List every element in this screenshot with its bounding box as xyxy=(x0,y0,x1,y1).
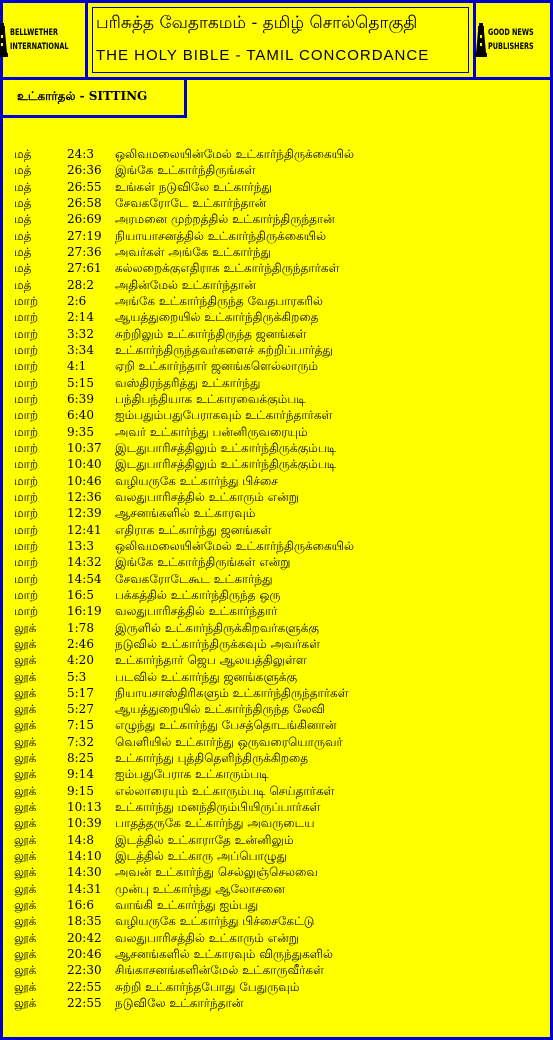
book-abbrev: மாற் xyxy=(14,391,39,406)
concordance-row xyxy=(0,685,553,701)
concordance-row xyxy=(0,587,553,603)
book-abbrev: லூக் xyxy=(14,865,37,880)
verse-reference: 12:36 xyxy=(67,489,102,504)
concordance-row xyxy=(0,717,553,733)
verse-reference: 14:32 xyxy=(67,555,102,570)
verse-reference: 6:40 xyxy=(67,408,94,423)
verse-excerpt: அவன் உட்கார்ந்து செல்லுஞ்செலவை xyxy=(115,865,318,880)
verse-excerpt: உட்கார்ந்து புத்திதெளிந்திருக்கிறதை xyxy=(115,751,309,766)
book-abbrev: மாற் xyxy=(14,571,39,586)
book-abbrev: மாற் xyxy=(14,587,39,602)
verse-excerpt: முன்பு உட்கார்ந்து ஆலோசனை xyxy=(115,881,285,896)
verse-reference: 18:35 xyxy=(67,914,102,929)
verse-excerpt: நடுவில் உட்கார்ந்திருக்கவும் அவர்கள் xyxy=(115,636,321,651)
verse-reference: 13:3 xyxy=(67,538,94,553)
verse-excerpt: இடத்தில் உட்காரு அப்பொழுது xyxy=(115,849,287,864)
concordance-row xyxy=(0,473,553,489)
book-abbrev: லூக் xyxy=(14,800,37,815)
concordance-row xyxy=(0,211,553,227)
verse-reference: 22:55 xyxy=(67,979,102,994)
concordance-row xyxy=(0,864,553,880)
verse-excerpt: சுற்றி உட்கார்ந்தபோது பேதுருவும் xyxy=(115,979,300,994)
verse-reference: 4:1 xyxy=(67,359,87,374)
book-abbrev: மத் xyxy=(14,179,32,194)
verse-excerpt: அங்கே உட்கார்ந்திருந்த வேதபாரகரில் xyxy=(115,293,323,308)
verse-reference: 14:31 xyxy=(67,881,102,896)
verse-excerpt: உட்கார்ந்தார் ஜெப ஆலயத்திலுள்ள xyxy=(115,653,307,668)
title-tamil: பரிசுத்த வேதாகமம் - தமிழ் சொல்தொகுதி xyxy=(96,13,418,33)
book-abbrev: லூக் xyxy=(14,783,37,798)
concordance-row xyxy=(0,815,553,831)
header xyxy=(0,0,553,80)
verse-reference: 12:39 xyxy=(67,506,102,521)
book-abbrev: மாற் xyxy=(14,457,39,472)
bellwether-logo-line2: INTERNATIONAL xyxy=(10,42,69,52)
verse-excerpt: இடதுபாரிசத்திலும் உட்கார்ந்திருக்கும்படி xyxy=(115,440,337,455)
verse-excerpt: அவர் உட்கார்ந்து பன்னிருவரையும் xyxy=(115,424,308,439)
concordance-row xyxy=(0,179,553,195)
verse-excerpt: சேவகரோடேகூட உட்கார்ந்து xyxy=(115,571,273,586)
verse-excerpt: வலதுபாரிசத்தில் உட்கார்ந்தார் xyxy=(115,604,278,619)
verse-reference: 28:2 xyxy=(67,277,94,292)
book-abbrev: மாற் xyxy=(14,538,39,553)
verse-excerpt: இடத்தில் உட்காராதே உன்னிலும் xyxy=(115,832,294,847)
concordance-row xyxy=(0,995,553,1011)
verse-reference: 20:42 xyxy=(67,930,102,945)
concordance-list xyxy=(0,146,553,1011)
concordance-row xyxy=(0,358,553,374)
verse-reference: 16:19 xyxy=(67,604,102,619)
verse-reference: 26:55 xyxy=(67,179,102,194)
verse-reference: 27:61 xyxy=(67,261,102,276)
book-abbrev: மத் xyxy=(14,195,32,210)
verse-excerpt: நடுவிலே உட்கார்ந்தான் xyxy=(115,996,244,1011)
concordance-row xyxy=(0,636,553,652)
title-box xyxy=(88,0,473,80)
verse-reference: 6:39 xyxy=(67,391,94,406)
book-abbrev: லூக் xyxy=(14,620,37,635)
verse-reference: 20:46 xyxy=(67,947,102,962)
verse-excerpt: வெளியில் உட்கார்ந்து ஒருவரையொருவர் xyxy=(115,734,343,749)
verse-reference: 10:37 xyxy=(67,440,102,455)
concordance-row xyxy=(0,913,553,929)
concordance-row xyxy=(0,946,553,962)
verse-excerpt: ஒலிவமலையின்மேல் உட்கார்ந்திருக்கையில் xyxy=(115,538,354,553)
verse-excerpt: இங்கே உட்கார்ந்திருங்கள் xyxy=(115,163,256,178)
verse-reference: 9:35 xyxy=(67,424,94,439)
lighthouse-icon xyxy=(475,23,487,57)
verse-reference: 14:8 xyxy=(67,832,94,847)
concordance-row xyxy=(0,146,553,162)
book-abbrev: லூக் xyxy=(14,816,37,831)
concordance-row xyxy=(0,293,553,309)
book-abbrev: லூக் xyxy=(14,881,37,896)
section-heading-box xyxy=(0,80,187,118)
concordance-row xyxy=(0,407,553,423)
verse-excerpt: சிங்காசனங்களின்மேல் உட்காருவீர்கள் xyxy=(115,963,324,978)
verse-excerpt: இடதுபாரிசத்திலும் உட்கார்ந்திருக்கும்படி xyxy=(115,457,337,472)
verse-excerpt: நியாயசாஸ்திரிகளும் உட்கார்ந்திருந்தார்கள் xyxy=(115,685,349,700)
verse-excerpt: வழியருகே உட்கார்ந்து பிச்சை xyxy=(115,473,278,488)
book-abbrev: லூக் xyxy=(14,930,37,945)
book-abbrev: லூக் xyxy=(14,832,37,847)
verse-reference: 10:46 xyxy=(67,473,102,488)
concordance-row xyxy=(0,571,553,587)
verse-reference: 16:6 xyxy=(67,898,94,913)
book-abbrev: லூக் xyxy=(14,767,37,782)
verse-excerpt: எழுந்து உட்கார்ந்து பேசத்தொடங்கினான் xyxy=(115,718,337,733)
concordance-row xyxy=(0,162,553,178)
book-abbrev: மத் xyxy=(14,147,32,161)
concordance-row xyxy=(0,897,553,913)
book-abbrev: லூக் xyxy=(14,718,37,733)
verse-reference: 2:46 xyxy=(67,636,94,651)
book-abbrev: லூக் xyxy=(14,849,37,864)
verse-excerpt: எல்லாரையும் உட்காரும்படி செய்தார்கள் xyxy=(115,783,335,798)
book-abbrev: மத் xyxy=(14,244,32,259)
book-abbrev: லூக் xyxy=(14,898,37,913)
verse-reference: 5:15 xyxy=(67,375,94,390)
title-english: THE HOLY BIBLE - TAMIL CONCORDANCE xyxy=(96,47,430,64)
concordance-row xyxy=(0,799,553,815)
concordance-row xyxy=(0,669,553,685)
verse-excerpt: அவர்கள் அங்கே உட்கார்ந்து xyxy=(115,244,272,259)
verse-excerpt: பந்திபந்தியாக உட்காரவைக்கும்படி xyxy=(115,391,306,406)
verse-excerpt: படவில் உட்கார்ந்து ஜனங்களுக்கு xyxy=(115,669,298,684)
concordance-row xyxy=(0,538,553,554)
verse-reference: 12:41 xyxy=(67,522,102,537)
verse-reference: 22:55 xyxy=(67,996,102,1011)
concordance-row xyxy=(0,424,553,440)
verse-excerpt: சேவகரோடே உட்கார்ந்தான் xyxy=(115,195,267,210)
book-abbrev: மாற் xyxy=(14,604,39,619)
book-abbrev: லூக் xyxy=(14,947,37,962)
concordance-row xyxy=(0,260,553,276)
concordance-row xyxy=(0,309,553,325)
concordance-row xyxy=(0,766,553,782)
concordance-row xyxy=(0,734,553,750)
book-abbrev: மாற் xyxy=(14,326,39,341)
concordance-row xyxy=(0,277,553,293)
book-abbrev: லூக் xyxy=(14,636,37,651)
concordance-row xyxy=(0,326,553,342)
verse-reference: 9:14 xyxy=(67,767,94,782)
verse-reference: 26:58 xyxy=(67,195,102,210)
book-abbrev: மாற் xyxy=(14,489,39,504)
concordance-row xyxy=(0,783,553,799)
book-abbrev: லூக் xyxy=(14,914,37,929)
concordance-row xyxy=(0,375,553,391)
book-abbrev: மத் xyxy=(14,163,32,178)
verse-excerpt: ஐம்பதுபேராக உட்காரும்படி xyxy=(115,767,269,782)
concordance-row xyxy=(0,930,553,946)
book-abbrev: மத் xyxy=(14,228,32,243)
book-abbrev: மத் xyxy=(14,277,32,292)
book-abbrev: மத் xyxy=(14,212,32,227)
book-abbrev: லூக் xyxy=(14,996,37,1011)
verse-excerpt: பாதத்தருகே உட்கார்ந்து அவருடைய xyxy=(115,816,315,831)
verse-excerpt: வலதுபாரிசத்தில் உட்காரும் என்று xyxy=(115,489,299,504)
book-abbrev: மாற் xyxy=(14,424,39,439)
book-abbrev: மாற் xyxy=(14,310,39,325)
concordance-row xyxy=(0,489,553,505)
verse-reference: 27:19 xyxy=(67,228,102,243)
concordance-row xyxy=(0,244,553,260)
book-abbrev: மாற் xyxy=(14,293,39,308)
concordance-row xyxy=(0,962,553,978)
verse-excerpt: பக்கத்தில் உட்கார்ந்திருந்த ஒரு xyxy=(115,587,281,602)
verse-reference: 22:30 xyxy=(67,963,102,978)
concordance-row xyxy=(0,456,553,472)
good-news-logo-line2: PUBLISHERS xyxy=(487,42,534,52)
verse-reference: 1:78 xyxy=(67,620,94,635)
verse-reference: 24:3 xyxy=(67,147,94,161)
good-news-logo xyxy=(473,0,553,80)
good-news-logo-line1: GOOD NEWS xyxy=(487,28,534,38)
verse-reference: 5:27 xyxy=(67,702,94,717)
verse-reference: 27:36 xyxy=(67,244,102,259)
verse-excerpt: இருளில் உட்கார்ந்திருக்கிறவர்களுக்கு xyxy=(115,620,319,635)
verse-excerpt: ஆயத்துறையில் உட்கார்ந்திருந்த லேவி xyxy=(115,702,326,717)
concordance-row xyxy=(0,848,553,864)
concordance-row xyxy=(0,195,553,211)
book-abbrev: லூக் xyxy=(14,963,37,978)
verse-excerpt: வஸ்திரந்தரித்து உட்கார்ந்து xyxy=(115,375,261,390)
verse-excerpt: ஐம்பதும்பதுபேராகவும் உட்கார்ந்தார்கள் xyxy=(115,408,333,423)
verse-excerpt: அதின்மேல் உட்கார்ந்தான் xyxy=(115,277,256,292)
verse-reference: 2:6 xyxy=(67,293,87,308)
verse-reference: 4:20 xyxy=(67,653,94,668)
book-abbrev: மாற் xyxy=(14,342,39,357)
concordance-row xyxy=(0,554,553,570)
book-abbrev: லூக் xyxy=(14,669,37,684)
verse-excerpt: உங்கள் நடுவிலே உட்கார்ந்து xyxy=(115,179,272,194)
concordance-row xyxy=(0,881,553,897)
section-title: உட்கார்தல் - SITTING xyxy=(17,89,148,103)
verse-excerpt: வாங்கி உட்கார்ந்து ஐம்பது xyxy=(115,898,259,913)
concordance-row xyxy=(0,440,553,456)
concordance-row xyxy=(0,505,553,521)
verse-excerpt: நியாயாசனத்தில் உட்கார்ந்திருக்கையில் xyxy=(115,228,327,243)
book-abbrev: மாற் xyxy=(14,506,39,521)
book-abbrev: மாற் xyxy=(14,555,39,570)
bellwether-logo-line1: BELLWETHER xyxy=(10,28,59,38)
verse-reference: 10:13 xyxy=(67,800,102,815)
concordance-row xyxy=(0,522,553,538)
verse-reference: 26:36 xyxy=(67,163,102,178)
verse-excerpt: அரமனை முற்றத்தில் உட்கார்ந்திருந்தான் xyxy=(115,212,335,227)
verse-reference: 5:3 xyxy=(67,669,87,684)
verse-reference: 5:17 xyxy=(67,685,94,700)
verse-reference: 3:32 xyxy=(67,326,94,341)
verse-reference: 16:5 xyxy=(67,587,94,602)
verse-excerpt: இங்கே உட்கார்ந்திருங்கள் என்று xyxy=(115,555,291,570)
lighthouse-icon xyxy=(0,23,8,57)
concordance-row xyxy=(0,652,553,668)
verse-excerpt: ஆசனங்களில் உட்காரவும் xyxy=(115,506,256,521)
bellwether-logo xyxy=(0,0,88,80)
concordance-row xyxy=(0,342,553,358)
verse-reference: 14:54 xyxy=(67,571,102,586)
concordance-row xyxy=(0,750,553,766)
verse-reference: 14:10 xyxy=(67,849,102,864)
verse-excerpt: உட்கார்ந்து மனந்திரும்பியிருப்பார்கள் xyxy=(115,800,321,815)
verse-excerpt: சுற்றிலும் உட்கார்ந்திருந்த ஜனங்கள் xyxy=(115,326,307,341)
verse-reference: 7:32 xyxy=(67,734,94,749)
book-abbrev: மாற் xyxy=(14,359,39,374)
verse-excerpt: உட்கார்ந்திருந்தவர்களைச் சுற்றிப்பார்த்து xyxy=(115,342,333,357)
verse-reference: 10:39 xyxy=(67,816,102,831)
verse-excerpt: எதிராக உட்கார்ந்து ஜனங்கள் xyxy=(115,522,272,537)
verse-reference: 26:69 xyxy=(67,212,102,227)
book-abbrev: லூக் xyxy=(14,653,37,668)
verse-reference: 9:15 xyxy=(67,783,94,798)
verse-reference: 8:25 xyxy=(67,751,94,766)
concordance-row xyxy=(0,979,553,995)
book-abbrev: மாற் xyxy=(14,473,39,488)
verse-excerpt: ஆசனங்களில் உட்காரவும் விருந்துகளில் xyxy=(115,947,334,962)
verse-excerpt: கல்லறைக்குஎதிராக உட்கார்ந்திருந்தார்கள் xyxy=(115,261,340,276)
book-abbrev: லூக் xyxy=(14,979,37,994)
concordance-row xyxy=(0,603,553,619)
book-abbrev: மாற் xyxy=(14,440,39,455)
verse-reference: 14:30 xyxy=(67,865,102,880)
verse-reference: 3:34 xyxy=(67,342,94,357)
concordance-row xyxy=(0,832,553,848)
verse-excerpt: வழியருகே உட்கார்ந்து பிச்சைகேட்டு xyxy=(115,914,315,929)
verse-excerpt: ஒலிவமலையின்மேல் உட்கார்ந்திருக்கையில் xyxy=(115,147,354,161)
concordance-row xyxy=(0,228,553,244)
verse-excerpt: ஏறி உட்கார்ந்தார் ஜனங்களெல்லாரும் xyxy=(115,359,318,374)
concordance-row xyxy=(0,701,553,717)
book-abbrev: மாற் xyxy=(14,408,39,423)
concordance-row xyxy=(0,620,553,636)
book-abbrev: லூக் xyxy=(14,685,37,700)
book-abbrev: மாற் xyxy=(14,375,39,390)
book-abbrev: மத் xyxy=(14,261,32,276)
concordance-row xyxy=(0,391,553,407)
verse-excerpt: வலதுபாரிசத்தில் உட்காரும் என்று xyxy=(115,930,299,945)
verse-reference: 10:40 xyxy=(67,457,102,472)
book-abbrev: லூக் xyxy=(14,751,37,766)
book-abbrev: மாற் xyxy=(14,522,39,537)
book-abbrev: லூக் xyxy=(14,702,37,717)
verse-reference: 2:14 xyxy=(67,310,94,325)
verse-reference: 7:15 xyxy=(67,718,94,733)
verse-excerpt: ஆயத்துறையில் உட்கார்ந்திருக்கிறதை xyxy=(115,310,319,325)
book-abbrev: லூக் xyxy=(14,734,37,749)
